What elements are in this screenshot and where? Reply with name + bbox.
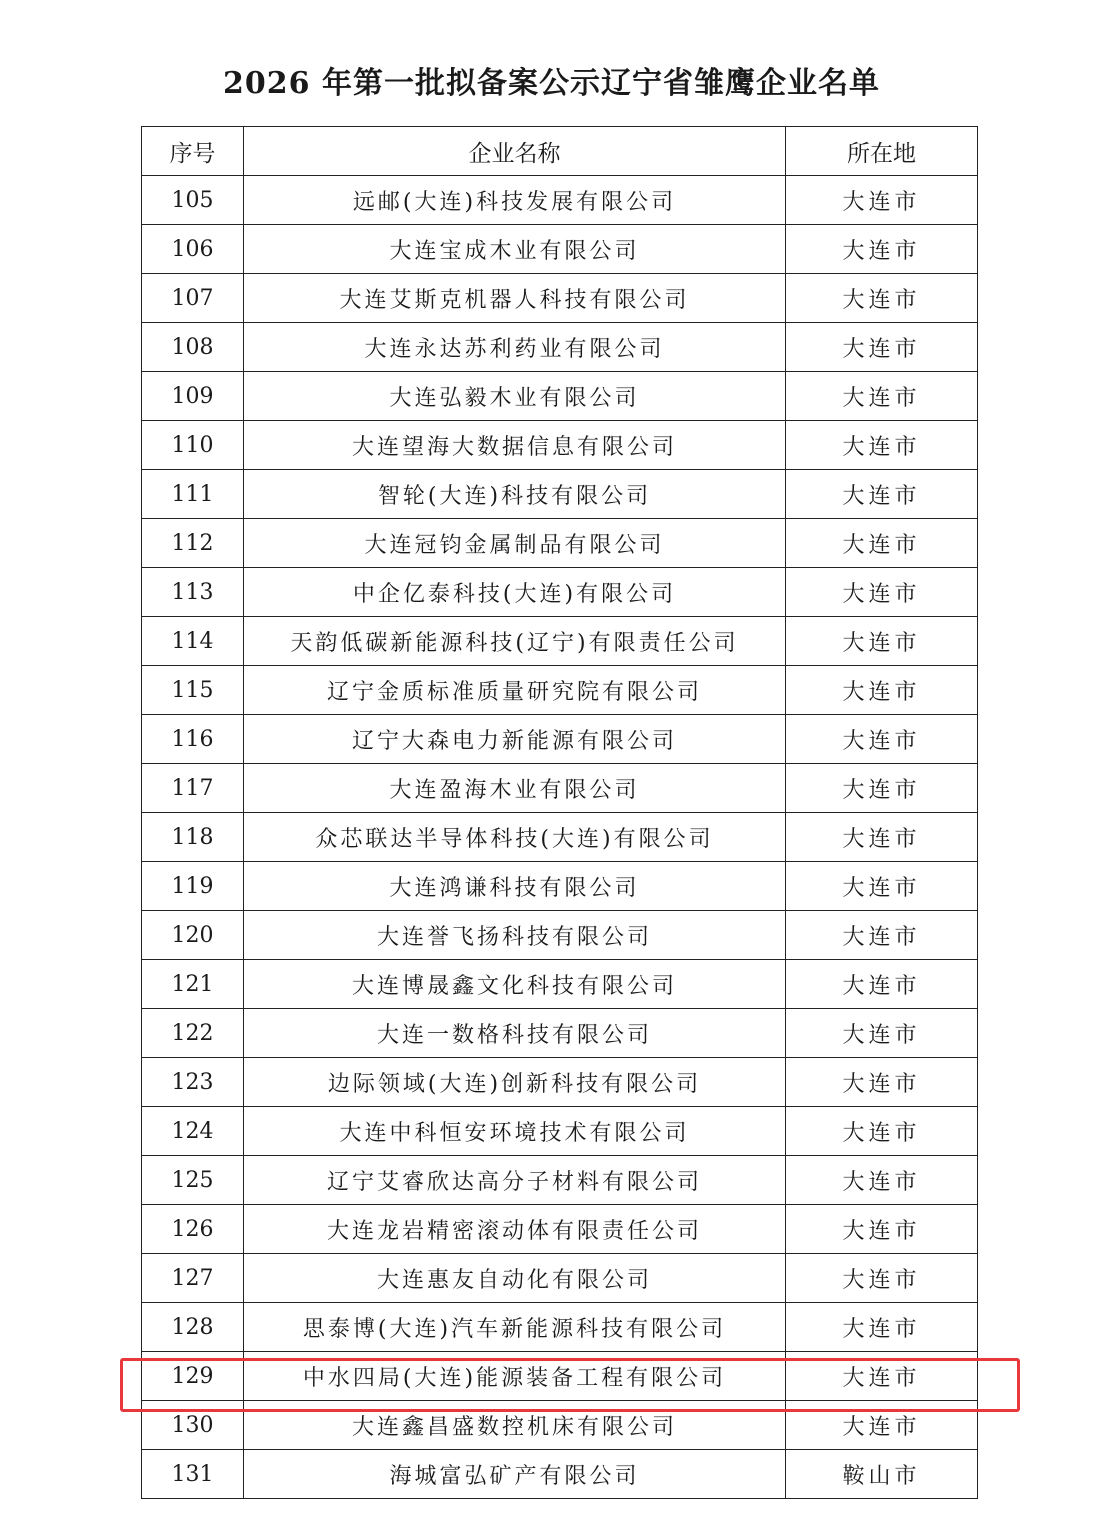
location: 鞍山市: [786, 1450, 978, 1499]
location: 大连市: [786, 519, 978, 568]
table-row: [142, 568, 978, 617]
enterprise-name: 天韵低碳新能源科技(辽宁)有限责任公司: [244, 617, 786, 666]
serial-number: 110: [142, 421, 244, 470]
enterprise-name: 辽宁大森电力新能源有限公司: [244, 715, 786, 764]
enterprise-name: 大连永达苏利药业有限公司: [244, 323, 786, 372]
location: 大连市: [786, 1303, 978, 1352]
serial-number: 127: [142, 1254, 244, 1303]
location: 大连市: [786, 666, 978, 715]
header-enterprise-name: 企业名称: [244, 127, 786, 176]
location: 大连市: [786, 323, 978, 372]
location: 大连市: [786, 715, 978, 764]
serial-number: 119: [142, 862, 244, 911]
location: 大连市: [786, 1058, 978, 1107]
location: 大连市: [786, 1107, 978, 1156]
enterprise-name: 大连望海大数据信息有限公司: [244, 421, 786, 470]
location: 大连市: [786, 862, 978, 911]
location: 大连市: [786, 1156, 978, 1205]
serial-number: 124: [142, 1107, 244, 1156]
enterprise-name: 大连鸿谦科技有限公司: [244, 862, 786, 911]
table-row: [142, 1254, 978, 1303]
document-title: 2026 年第一批拟备案公示辽宁省雏鹰企业名单: [223, 66, 880, 101]
location: 大连市: [786, 813, 978, 862]
table-row: [142, 470, 978, 519]
serial-number: 118: [142, 813, 244, 862]
header-serial-number: 序号: [142, 127, 244, 176]
serial-number: 106: [142, 225, 244, 274]
table-row: [142, 421, 978, 470]
enterprise-name: 思泰博(大连)汽车新能源科技有限公司: [244, 1303, 786, 1352]
table-row: [142, 323, 978, 372]
table-row: [142, 813, 978, 862]
enterprise-name: 大连鑫昌盛数控机床有限公司: [244, 1401, 786, 1450]
serial-number: 108: [142, 323, 244, 372]
enterprise-name: 大连盈海木业有限公司: [244, 764, 786, 813]
table-row: [142, 911, 978, 960]
enterprise-name: 海城富弘矿产有限公司: [244, 1450, 786, 1499]
enterprise-name: 大连一数格科技有限公司: [244, 1009, 786, 1058]
table-row: [142, 617, 978, 666]
table-row: [142, 764, 978, 813]
enterprise-name: 大连宝成木业有限公司: [244, 225, 786, 274]
table-row: [142, 372, 978, 421]
table-row: [142, 176, 978, 225]
table-row: [142, 1303, 978, 1352]
serial-number: 129: [142, 1352, 244, 1401]
location: 大连市: [786, 960, 978, 1009]
table-row: [142, 715, 978, 764]
table-row: [142, 1156, 978, 1205]
serial-number: 123: [142, 1058, 244, 1107]
table-body: [142, 176, 978, 1499]
enterprise-name: 大连艾斯克机器人科技有限公司: [244, 274, 786, 323]
serial-number: 109: [142, 372, 244, 421]
enterprise-table: [141, 126, 978, 1499]
location: 大连市: [786, 274, 978, 323]
location: 大连市: [786, 1254, 978, 1303]
location: 大连市: [786, 764, 978, 813]
enterprise-name: 远邮(大连)科技发展有限公司: [244, 176, 786, 225]
enterprise-name: 边际领域(大连)创新科技有限公司: [244, 1058, 786, 1107]
table-row: [142, 960, 978, 1009]
location: 大连市: [786, 176, 978, 225]
serial-number: 112: [142, 519, 244, 568]
table-row: [142, 1401, 978, 1450]
serial-number: 130: [142, 1401, 244, 1450]
header-location: 所在地: [786, 127, 978, 176]
serial-number: 117: [142, 764, 244, 813]
table-header-row: [142, 127, 978, 176]
table-row: [142, 519, 978, 568]
enterprise-name: 大连弘毅木业有限公司: [244, 372, 786, 421]
enterprise-name: 辽宁艾睿欣达高分子材料有限公司: [244, 1156, 786, 1205]
enterprise-name: 大连惠友自动化有限公司: [244, 1254, 786, 1303]
table-row: [142, 666, 978, 715]
serial-number: 107: [142, 274, 244, 323]
location: 大连市: [786, 911, 978, 960]
enterprise-name: 众芯联达半导体科技(大连)有限公司: [244, 813, 786, 862]
table-row: [142, 1009, 978, 1058]
table-row: [142, 1205, 978, 1254]
enterprise-name: 大连中科恒安环境技术有限公司: [244, 1107, 786, 1156]
serial-number: 122: [142, 1009, 244, 1058]
table-row: [142, 225, 978, 274]
serial-number: 120: [142, 911, 244, 960]
table-row: [142, 1450, 978, 1499]
table-row: [142, 1058, 978, 1107]
table-row-highlighted: [142, 1352, 978, 1401]
table-row: [142, 274, 978, 323]
serial-number: 131: [142, 1450, 244, 1499]
table-row: [142, 862, 978, 911]
location: 大连市: [786, 1009, 978, 1058]
enterprise-name: 中企亿泰科技(大连)有限公司: [244, 568, 786, 617]
enterprise-name: 大连誉飞扬科技有限公司: [244, 911, 786, 960]
enterprise-name: 中水四局(大连)能源装备工程有限公司: [244, 1352, 786, 1401]
location: 大连市: [786, 372, 978, 421]
serial-number: 116: [142, 715, 244, 764]
serial-number: 111: [142, 470, 244, 519]
serial-number: 114: [142, 617, 244, 666]
serial-number: 126: [142, 1205, 244, 1254]
location: 大连市: [786, 1401, 978, 1450]
enterprise-name: 大连博晟鑫文化科技有限公司: [244, 960, 786, 1009]
enterprise-name: 大连龙岩精密滚动体有限责任公司: [244, 1205, 786, 1254]
enterprise-name: 智轮(大连)科技有限公司: [244, 470, 786, 519]
serial-number: 115: [142, 666, 244, 715]
location: 大连市: [786, 225, 978, 274]
serial-number: 128: [142, 1303, 244, 1352]
serial-number: 105: [142, 176, 244, 225]
enterprise-name: 大连冠钧金属制品有限公司: [244, 519, 786, 568]
location: 大连市: [786, 470, 978, 519]
serial-number: 125: [142, 1156, 244, 1205]
enterprise-name: 辽宁金质标准质量研究院有限公司: [244, 666, 786, 715]
location: 大连市: [786, 421, 978, 470]
location: 大连市: [786, 568, 978, 617]
location: 大连市: [786, 1205, 978, 1254]
serial-number: 121: [142, 960, 244, 1009]
location: 大连市: [786, 1352, 978, 1401]
location: 大连市: [786, 617, 978, 666]
table-row: [142, 1107, 978, 1156]
serial-number: 113: [142, 568, 244, 617]
